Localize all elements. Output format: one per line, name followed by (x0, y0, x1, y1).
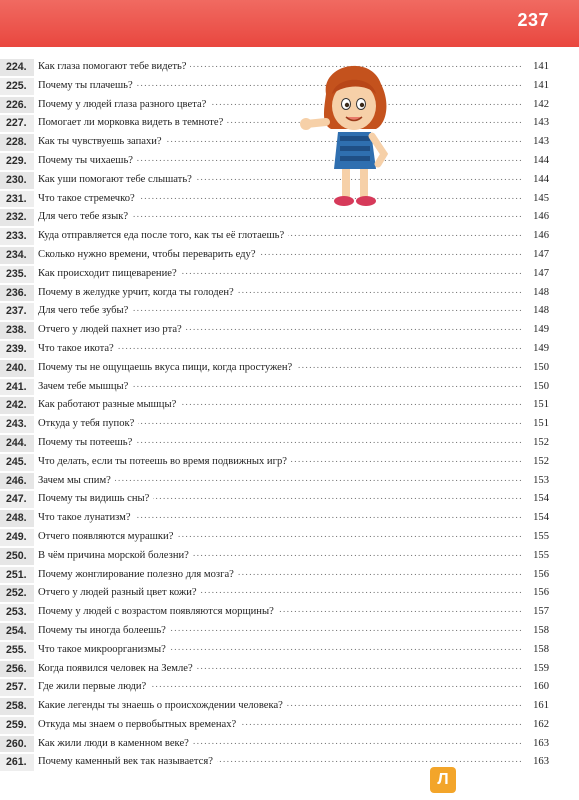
entry-page-number: 149 (533, 324, 549, 336)
toc-entry[interactable] (0, 246, 579, 265)
dot-leader (278, 603, 523, 622)
toc-entry[interactable] (0, 340, 579, 359)
entry-number: 243. (6, 418, 27, 431)
entry-title: Почему ты потеешь? (38, 436, 133, 448)
dot-leader (153, 490, 523, 509)
entry-page-number: 151 (533, 418, 549, 430)
cartoon-girl-pointing-icon (296, 54, 416, 214)
entry-number: 260. (6, 737, 27, 750)
entry-page-number: 150 (533, 361, 549, 373)
dot-leader (180, 396, 523, 415)
entry-page-number: 154 (533, 512, 549, 524)
dot-leader (296, 359, 523, 378)
dot-leader (193, 547, 523, 566)
dot-leader (240, 716, 523, 735)
entry-page-number: 148 (533, 286, 549, 298)
toc-entry[interactable] (0, 603, 579, 622)
toc-entry[interactable] (0, 641, 579, 660)
entry-number: 236. (6, 286, 27, 299)
dot-leader (287, 697, 523, 716)
toc-entry[interactable] (0, 96, 579, 115)
entry-title: Почему каменный век так называется? (38, 756, 213, 768)
entry-title: Почему ты чихаешь? (38, 154, 133, 166)
toc-entry[interactable] (0, 584, 579, 603)
entry-number: 259. (6, 718, 27, 731)
entry-title: Почему у людей с возрастом появляются морщины? (38, 606, 274, 618)
entry-title: Почему жонглирование полезно для мозга? (38, 568, 234, 580)
page-number: 237 (517, 10, 549, 30)
entry-number: 231. (6, 192, 27, 205)
entry-number: 227. (6, 117, 27, 130)
dot-leader (177, 528, 523, 547)
toc-entry[interactable] (0, 133, 579, 152)
dot-leader (288, 227, 523, 246)
litres-logo-icon: Л (430, 767, 456, 793)
entry-page-number: 153 (533, 474, 549, 486)
entry-number: 235. (6, 267, 27, 280)
entry-number: 230. (6, 173, 27, 186)
entry-page-number: 141 (533, 79, 549, 91)
dot-leader (150, 678, 523, 697)
entry-page-number: 152 (533, 436, 549, 448)
entry-title: Куда отправляется еда после того, как ты её глотаешь? (38, 230, 285, 242)
entry-page-number: 146 (533, 211, 549, 223)
toc-entry[interactable] (0, 302, 579, 321)
toc-entry[interactable] (0, 716, 579, 735)
dot-leader (260, 246, 523, 265)
entry-page-number: 143 (533, 117, 549, 129)
entry-page-number: 145 (533, 192, 549, 204)
entry-title: Когда появился человек на Земле? (38, 662, 193, 674)
entry-page-number: 156 (533, 568, 549, 580)
entry-number: 233. (6, 230, 27, 243)
entry-page-number: 144 (533, 173, 549, 185)
toc-entry[interactable] (0, 171, 579, 190)
entry-page-number: 146 (533, 230, 549, 242)
entry-page-number: 142 (533, 98, 549, 110)
entry-title: Что делать, если ты потеешь во время подвижных игр? (38, 455, 287, 467)
entry-page-number: 147 (533, 267, 549, 279)
entry-page-number: 156 (533, 587, 549, 599)
entry-page-number: 148 (533, 305, 549, 317)
dot-leader (238, 566, 523, 585)
entry-number: 261. (6, 756, 27, 769)
dot-leader (181, 265, 523, 284)
dot-leader (291, 453, 523, 472)
entry-page-number: 155 (533, 549, 549, 561)
toc-entry[interactable] (0, 359, 579, 378)
entry-title: Где жили первые люди? (38, 681, 147, 693)
toc-entry[interactable] (0, 660, 579, 679)
toc-entry[interactable] (0, 378, 579, 397)
entry-number: 229. (6, 154, 27, 167)
dot-leader (136, 434, 523, 453)
toc-entry[interactable] (0, 472, 579, 491)
entry-number: 250. (6, 549, 27, 562)
entry-page-number: 149 (533, 342, 549, 354)
entry-title: Для чего тебе зубы? (38, 305, 129, 317)
entry-page-number: 147 (533, 248, 549, 260)
entry-title: Зачем мы спим? (38, 474, 111, 486)
entry-number: 256. (6, 662, 27, 675)
entry-number: 248. (6, 512, 27, 525)
dot-leader (138, 415, 523, 434)
entry-page-number: 157 (533, 606, 549, 618)
dot-leader (115, 472, 523, 491)
entry-title: Что такое стремечко? (38, 192, 135, 204)
entry-page-number: 144 (533, 154, 549, 166)
toc-entry[interactable] (0, 735, 579, 754)
entry-number: 237. (6, 305, 27, 318)
entry-number: 224. (6, 61, 27, 73)
entry-number: 238. (6, 324, 27, 337)
entry-number: 257. (6, 681, 27, 694)
entry-title: Как работают разные мышцы? (38, 399, 177, 411)
entry-title: Что такое микроорганизмы? (38, 643, 166, 655)
entry-page-number: 159 (533, 662, 549, 674)
entry-title: Помогает ли морковка видеть в темноте? (38, 117, 224, 129)
entry-title: Откуда мы знаем о первобытных временах? (38, 718, 237, 730)
entry-number: 239. (6, 342, 27, 355)
dot-leader (170, 641, 523, 660)
toc-entry[interactable] (0, 227, 579, 246)
entry-title: Почему ты иногда болеешь? (38, 624, 166, 636)
entry-title: Что такое икота? (38, 342, 114, 354)
toc-entry[interactable] (0, 490, 579, 509)
toc-entry[interactable] (0, 453, 579, 472)
entry-page-number: 152 (533, 455, 549, 467)
entry-number: 242. (6, 399, 27, 412)
entry-number: 253. (6, 606, 27, 619)
dot-leader (201, 584, 523, 603)
entry-page-number: 150 (533, 380, 549, 392)
entry-page-number: 154 (533, 493, 549, 505)
toc-entry[interactable] (0, 434, 579, 453)
entry-number: 241. (6, 380, 27, 393)
entry-title: Какие легенды ты знаешь о происхождении человека? (38, 700, 283, 712)
dot-leader (186, 321, 523, 340)
toc-entry[interactable] (0, 321, 579, 340)
entry-title: Откуда у тебя пупок? (38, 418, 135, 430)
entry-number: 246. (6, 474, 27, 487)
entry-page-number: 143 (533, 136, 549, 148)
entry-number: 255. (6, 643, 27, 656)
entry-title: В чём причина морской болезни? (38, 549, 189, 561)
entry-number: 232. (6, 211, 27, 224)
entry-number: 225. (6, 79, 27, 92)
entry-title: Отчего появляются мурашки? (38, 530, 174, 542)
toc-entry[interactable] (0, 415, 579, 434)
dot-leader (217, 753, 523, 772)
toc-entry[interactable] (0, 114, 579, 133)
toc-entry[interactable] (0, 678, 579, 697)
entry-page-number: 162 (533, 718, 549, 730)
entry-title: Почему в желудке урчит, когда ты голоден? (38, 286, 234, 298)
page-header (0, 0, 579, 47)
dot-leader (132, 302, 523, 321)
entry-title: Как уши помогают тебе слышать? (38, 173, 192, 185)
entry-title: Что такое лунатизм? (38, 512, 131, 524)
toc-entry[interactable] (0, 284, 579, 303)
toc-entry[interactable] (0, 753, 579, 772)
entry-title: Почему у людей глаза разного цвета? (38, 98, 207, 110)
toc-entry[interactable] (0, 566, 579, 585)
entry-page-number: 161 (533, 700, 549, 712)
toc-entry[interactable] (0, 396, 579, 415)
dot-leader (238, 284, 523, 303)
entry-number: 254. (6, 624, 27, 637)
toc-entry[interactable] (0, 622, 579, 641)
entry-page-number: 163 (533, 737, 549, 749)
entry-page-number: 160 (533, 681, 549, 693)
dot-leader (197, 660, 523, 679)
entry-page-number: 141 (533, 61, 549, 72)
entry-page-number: 155 (533, 530, 549, 542)
toc-entry[interactable] (0, 77, 579, 96)
entry-title: Для чего тебе язык? (38, 211, 129, 223)
entry-title: Как глаза помогают тебе видеть? (38, 61, 187, 72)
entry-number: 251. (6, 568, 27, 581)
entry-page-number: 158 (533, 624, 549, 636)
entry-number: 240. (6, 361, 27, 374)
toc-entry[interactable] (0, 697, 579, 716)
dot-leader (170, 622, 523, 641)
entry-page-number: 151 (533, 399, 549, 411)
toc-entry[interactable] (0, 58, 579, 77)
toc-entry[interactable] (0, 152, 579, 171)
entry-number: 234. (6, 248, 27, 261)
entry-number: 245. (6, 455, 27, 468)
entry-title: Зачем тебе мышцы? (38, 380, 129, 392)
entry-number: 249. (6, 530, 27, 543)
dot-leader (118, 340, 523, 359)
entry-title: Как жили люди в каменном веке? (38, 737, 189, 749)
entry-title: Как происходит пищеварение? (38, 267, 177, 279)
entry-title: Отчего у людей пахнет изо рта? (38, 324, 182, 336)
dot-leader (132, 378, 523, 397)
entry-number: 258. (6, 700, 27, 713)
entry-title: Почему ты видишь сны? (38, 493, 150, 505)
toc-entry[interactable] (0, 265, 579, 284)
toc-entry[interactable] (0, 528, 579, 547)
entry-number: 252. (6, 587, 27, 600)
toc-entry[interactable] (0, 208, 579, 227)
toc-entry[interactable] (0, 547, 579, 566)
entry-title: Отчего у людей разный цвет кожи? (38, 587, 197, 599)
entry-title: Почему ты плачешь? (38, 79, 133, 91)
entry-number: 228. (6, 136, 27, 149)
dot-leader (135, 509, 523, 528)
toc-entry[interactable] (0, 509, 579, 528)
entry-page-number: 163 (533, 756, 549, 768)
toc-entry[interactable] (0, 190, 579, 209)
entry-number: 247. (6, 493, 27, 506)
entry-number: 244. (6, 436, 27, 449)
entry-title: Как ты чувствуешь запахи? (38, 136, 162, 148)
table-of-contents (0, 58, 579, 772)
entry-title: Сколько нужно времени, чтобы переварить еду? (38, 248, 256, 260)
entry-page-number: 158 (533, 643, 549, 655)
dot-leader (193, 735, 523, 754)
entry-number: 226. (6, 98, 27, 111)
entry-title: Почему ты не ощущаешь вкуса пищи, когда простужен? (38, 361, 293, 373)
